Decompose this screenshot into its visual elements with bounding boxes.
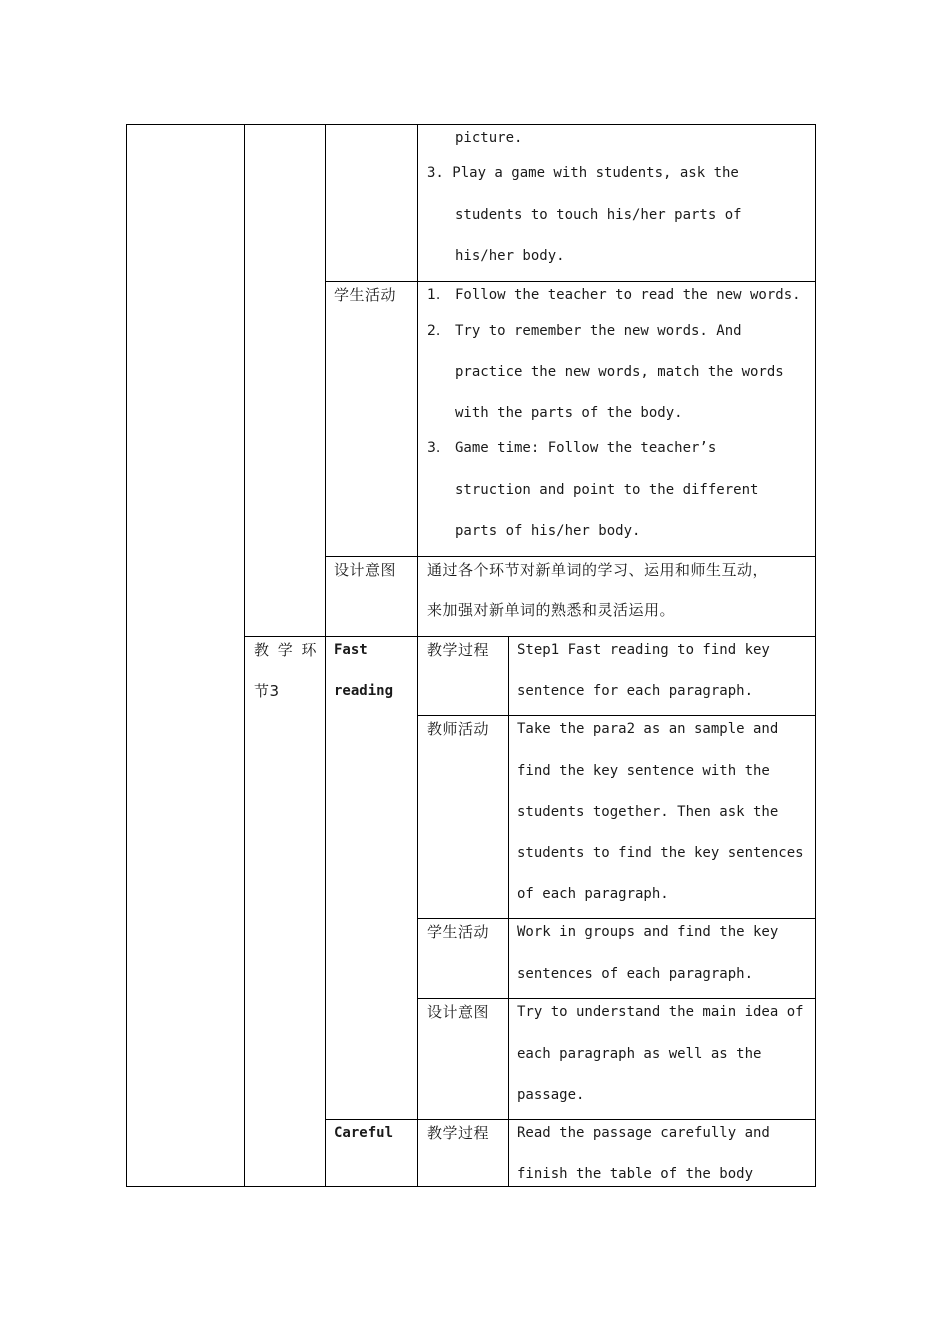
continued-line-2 bbox=[427, 163, 806, 183]
fr-teacher-line-2: find the key sentence with the bbox=[517, 763, 770, 779]
fr-student-line-2: sentences of each paragraph. bbox=[517, 966, 754, 982]
row-divider-careful bbox=[325, 1119, 815, 1120]
fr-process-line-1: Step1 Fast reading to find key bbox=[517, 642, 770, 658]
continued-line-2-text: 3. Play a game with students, ask the bbox=[427, 165, 739, 181]
fr-teacher-line-4: students to find the key sentences bbox=[517, 845, 804, 861]
sa-item-3-line-3: parts of his/her body. bbox=[455, 523, 641, 539]
fr-intent-line-2: each paragraph as well as the bbox=[517, 1046, 762, 1062]
fr-intent-line-1: Try to understand the main idea of bbox=[517, 1004, 804, 1020]
row-divider-teacher-activity bbox=[417, 715, 815, 716]
fr-process-label: 教学过程 bbox=[427, 641, 490, 659]
fr-teacher-label: 教师活动 bbox=[427, 720, 490, 738]
sa-item-3-num: 3. bbox=[427, 440, 441, 456]
row-divider-design-intent bbox=[325, 556, 815, 557]
sa-item-2-num: 2. bbox=[427, 323, 441, 339]
row-divider-section3 bbox=[244, 636, 815, 637]
table-top-border bbox=[126, 124, 816, 125]
sa-item-3-line-2: struction and point to the different bbox=[455, 482, 759, 498]
row-divider-design-intent-2 bbox=[417, 998, 815, 999]
fr-teacher-line-5: of each paragraph. bbox=[517, 886, 669, 902]
sa-item-2-line-1: Try to remember the new words. And bbox=[455, 323, 742, 339]
fast-reading-title-line-1: Fast bbox=[334, 642, 368, 658]
column-divider-4 bbox=[508, 636, 509, 1187]
row-divider-student-activity-2 bbox=[417, 918, 815, 919]
fr-teacher-line-3: students together. Then ask the bbox=[517, 804, 779, 820]
continued-line-3: students to touch his/her parts of bbox=[455, 207, 742, 223]
table-right-border bbox=[815, 124, 816, 1187]
careful-process-line-1: Read the passage carefully and bbox=[517, 1125, 770, 1141]
fr-student-label: 学生活动 bbox=[427, 923, 490, 941]
column-divider-1 bbox=[244, 124, 245, 1187]
section3-label-line-1: 教 学 环 bbox=[254, 641, 319, 659]
student-activity-label: 学生活动 bbox=[334, 286, 397, 304]
row-divider-student-activity bbox=[325, 281, 815, 282]
column-divider-2 bbox=[325, 124, 326, 1187]
sa-item-3-line-1: Game time: Follow the teacher’s bbox=[455, 440, 717, 456]
fr-student-line-1: Work in groups and find the key bbox=[517, 924, 779, 940]
section3-label-line-2: 节3 bbox=[254, 682, 280, 700]
sa-item-2-line-3: with the parts of the body. bbox=[455, 405, 683, 421]
continued-line-4: his/her body. bbox=[455, 248, 565, 264]
fr-teacher-line-1: Take the para2 as an sample and bbox=[517, 721, 779, 737]
fr-intent-line-3: passage. bbox=[517, 1087, 585, 1103]
careful-process-label: 教学过程 bbox=[427, 1124, 490, 1142]
column-divider-3 bbox=[417, 124, 418, 1187]
fast-reading-title-line-2: reading bbox=[334, 683, 394, 699]
fr-intent-label: 设计意图 bbox=[427, 1003, 490, 1021]
design-intent-line-1: 通过各个环节对新单词的学习、运用和师生互动， bbox=[427, 561, 769, 579]
table-left-border bbox=[126, 124, 127, 1187]
careful-process-line-2: finish the table of the body bbox=[517, 1166, 754, 1182]
sa-item-2-line-2: practice the new words, match the words bbox=[455, 364, 784, 380]
continued-line-1: picture. bbox=[455, 130, 523, 146]
sa-item-1-num: 1. bbox=[427, 287, 441, 303]
table-bottom-border bbox=[126, 1186, 816, 1187]
sa-item-1-line-1: Follow the teacher to read the new words. bbox=[455, 287, 801, 303]
design-intent-line-2: 来加强对新单词的熟悉和灵活运用。 bbox=[427, 601, 676, 619]
careful-title: Careful bbox=[334, 1125, 394, 1141]
fr-process-line-2: sentence for each paragraph. bbox=[517, 683, 754, 699]
design-intent-label: 设计意图 bbox=[334, 561, 397, 579]
